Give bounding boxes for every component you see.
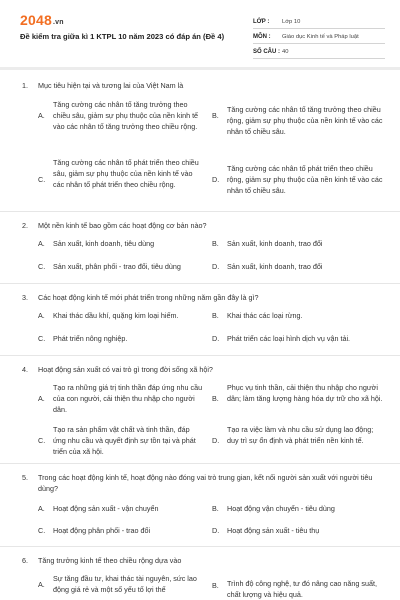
question-separator (0, 283, 400, 284)
meta-class: LỚP : Lớp 10 (253, 14, 385, 29)
page-header (0, 0, 400, 67)
meta-question-count: SỐ CÂU : 40 (253, 44, 385, 59)
question-separator (0, 463, 400, 464)
meta-subject: MÔN : Giáo dục Kinh tế và Pháp luật (253, 29, 385, 44)
question-separator (0, 355, 400, 356)
header-divider (0, 67, 400, 70)
document-meta (253, 14, 385, 59)
site-logo[interactable]: 2048.vn (20, 12, 64, 28)
question-separator (0, 211, 400, 212)
document-title: Đề kiểm tra giữa kì 1 KTPL 10 năm 2023 có đáp án (Đề 4) (20, 32, 225, 41)
question-separator (0, 546, 400, 547)
